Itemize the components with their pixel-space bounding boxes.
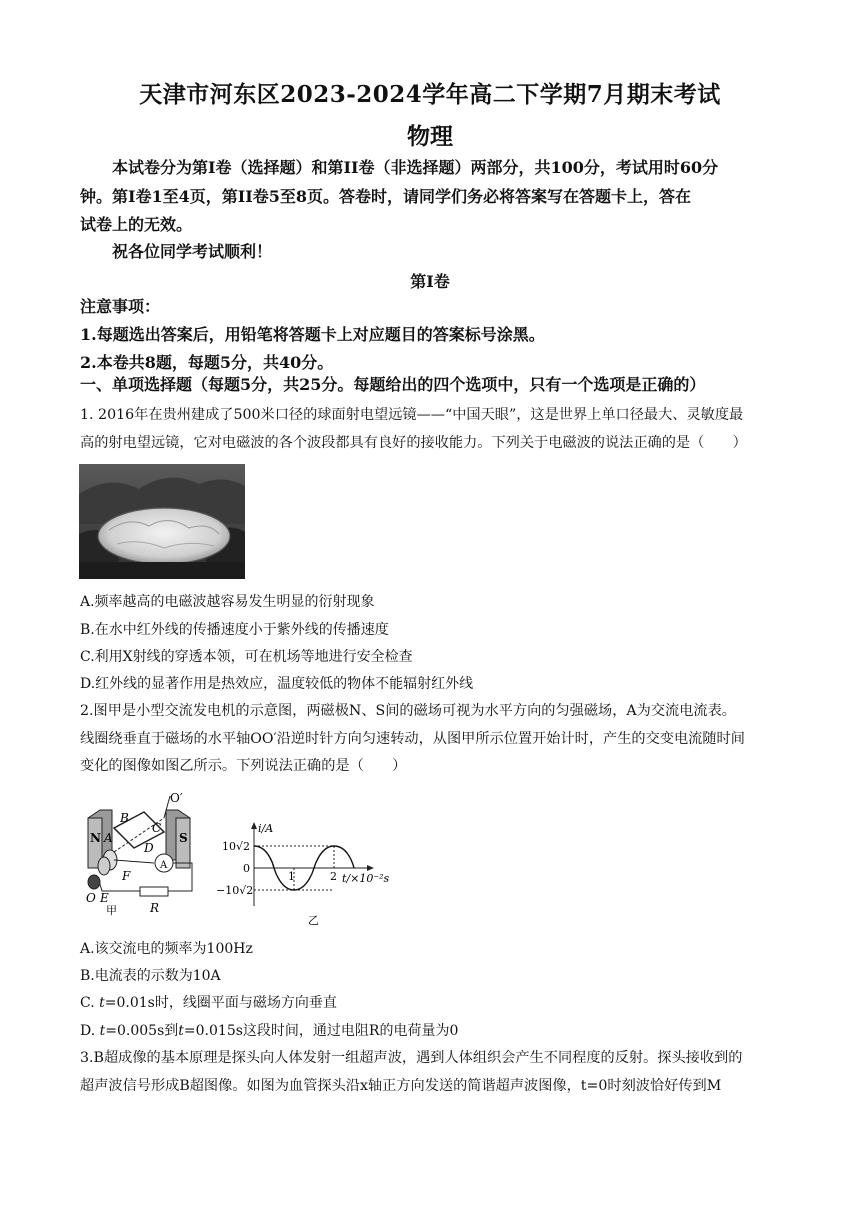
fig-a-label-a: A	[104, 831, 113, 845]
q1-stem-line-1: 1. 2016年在贵州建成了500米口径的球面射电望远镜——“中国天眼”，这是世界上单口径最大、灵敏度最	[80, 407, 744, 423]
q2-stem-line-1: 2.图甲是小型交流发电机的示意图，两磁极N、S间的磁场可视为水平方向的匀强磁场，A为交流电流表。	[80, 703, 736, 719]
y-tick-bottom: −10√2	[216, 884, 254, 897]
fig-a-label-d: D	[144, 841, 154, 855]
fig-b-caption: 乙	[308, 914, 319, 927]
q2-option-a: A.该交流电的频率为100Hz	[80, 941, 253, 957]
intro-line-2: 钟。第I卷1至4页，第II卷5至8页。答卷时，请同学们务必将答案写在答题卡上，答在	[80, 187, 691, 206]
notice-item-1: 1.每题选出答案后，用铅笔将答题卡上对应题目的答案标号涂黑。	[80, 325, 545, 344]
q2-option-c-var: t	[99, 995, 105, 1011]
y-tick-top: 10√2	[222, 840, 251, 853]
q1-option-a: A.频率越高的电磁波越容易发生明显的衍射现象	[80, 594, 375, 610]
x-tick-2: 2	[330, 870, 337, 883]
q2-option-d-var-1: t	[99, 1023, 106, 1039]
fig-a-ammeter: A	[160, 860, 168, 871]
fig-a-label-s: S	[179, 831, 188, 845]
q2-option-c-text: =0.01s时，线圈平面与磁场方向垂直	[104, 995, 337, 1011]
subject-title: 物理	[407, 123, 453, 150]
q2-option-d	[80, 1021, 785, 1041]
q2-option-c	[80, 993, 785, 1013]
fig-a-label-o: O	[86, 891, 96, 905]
q2-option-b: B.电流表的示数为10A	[80, 968, 221, 984]
x-axis-label: t/×10⁻²s	[342, 872, 390, 885]
q2-option-d-var-2: t	[178, 1023, 184, 1039]
q3-stem-line-2: 超声波信号形成B超图像。如图为血管探头沿x轴正方向发送的简谐超声波图像，t=0时刻波恰好传到M	[80, 1078, 722, 1094]
fig-a-label-f: F	[122, 869, 131, 883]
fig-a-label-b: B	[120, 811, 129, 825]
volume-heading: 第I卷	[410, 272, 450, 291]
x-tick-1: 1	[288, 870, 295, 883]
current-time-graph	[214, 820, 404, 930]
intro-wish: 祝各位同学考试顺利！	[112, 242, 273, 261]
generator-diagram	[84, 790, 204, 920]
fig-a-label-e: E	[100, 891, 109, 905]
q1-option-b: B.在水中红外线的传播速度小于紫外线的传播速度	[80, 622, 389, 638]
q3-stem-line-1: 3.B超成像的基本原理是探头向人体发射一组超声波，遇到人体组织会产生不同程度的反射。探头接收到的	[80, 1050, 743, 1066]
q2-option-d-mid: =0.005s到	[105, 1023, 179, 1039]
y-axis-label: i/A	[258, 822, 274, 835]
fig-a-caption: 甲	[106, 904, 117, 917]
y-tick-zero: 0	[243, 862, 250, 875]
q1-option-c: C.利用X射线的穿透本领，可在机场等地进行安全检查	[80, 649, 413, 665]
fig-a-label-c: C	[152, 821, 162, 835]
fig-a-label-r: R	[150, 901, 160, 915]
q2-option-d-text: =0.015s这段时间，通过电阻R的电荷量为0	[183, 1023, 459, 1039]
q2-option-d-prefix: D.	[80, 1023, 100, 1039]
q1-option-d: D.红外线的显著作用是热效应，温度较低的物体不能辐射红外线	[80, 676, 474, 692]
intro-line-1: 本试卷分为第I卷（选择题）和第II卷（非选择题）两部分，共100分，考试用时60分	[112, 158, 719, 177]
page-title: 天津市河东区2023-2024学年高二下学期7月期末考试	[139, 81, 721, 108]
q2-option-c-prefix: C.	[80, 995, 100, 1011]
q2-stem-line-2: 线圈绕垂直于磁场的水平轴OO′沿逆时针方向匀速转动，从图甲所示位置开始计时，产生的交变电流随时间	[80, 731, 745, 747]
fig-a-label-o-prime: O′	[170, 791, 183, 805]
part-heading: 一、单项选择题（每题5分，共25分。每题给出的四个选项中，只有一个选项是正确的）	[80, 375, 706, 394]
intro-line-3: 试卷上的无效。	[80, 215, 193, 234]
q1-stem-line-2: 高的射电望远镜，它对电磁波的各个波段都具有良好的接收能力。下列关于电磁波的说法正确的是（ ）	[80, 435, 747, 451]
q2-stem-line-3: 变化的图像如图乙所示。下列说法正确的是（ ）	[80, 758, 407, 774]
notice-title: 注意事项：	[80, 297, 161, 316]
fig-a-label-n: N	[90, 831, 101, 845]
telescope-photo	[79, 464, 245, 579]
notice-item-2: 2.本卷共8题，每题5分，共40分。	[80, 353, 334, 372]
